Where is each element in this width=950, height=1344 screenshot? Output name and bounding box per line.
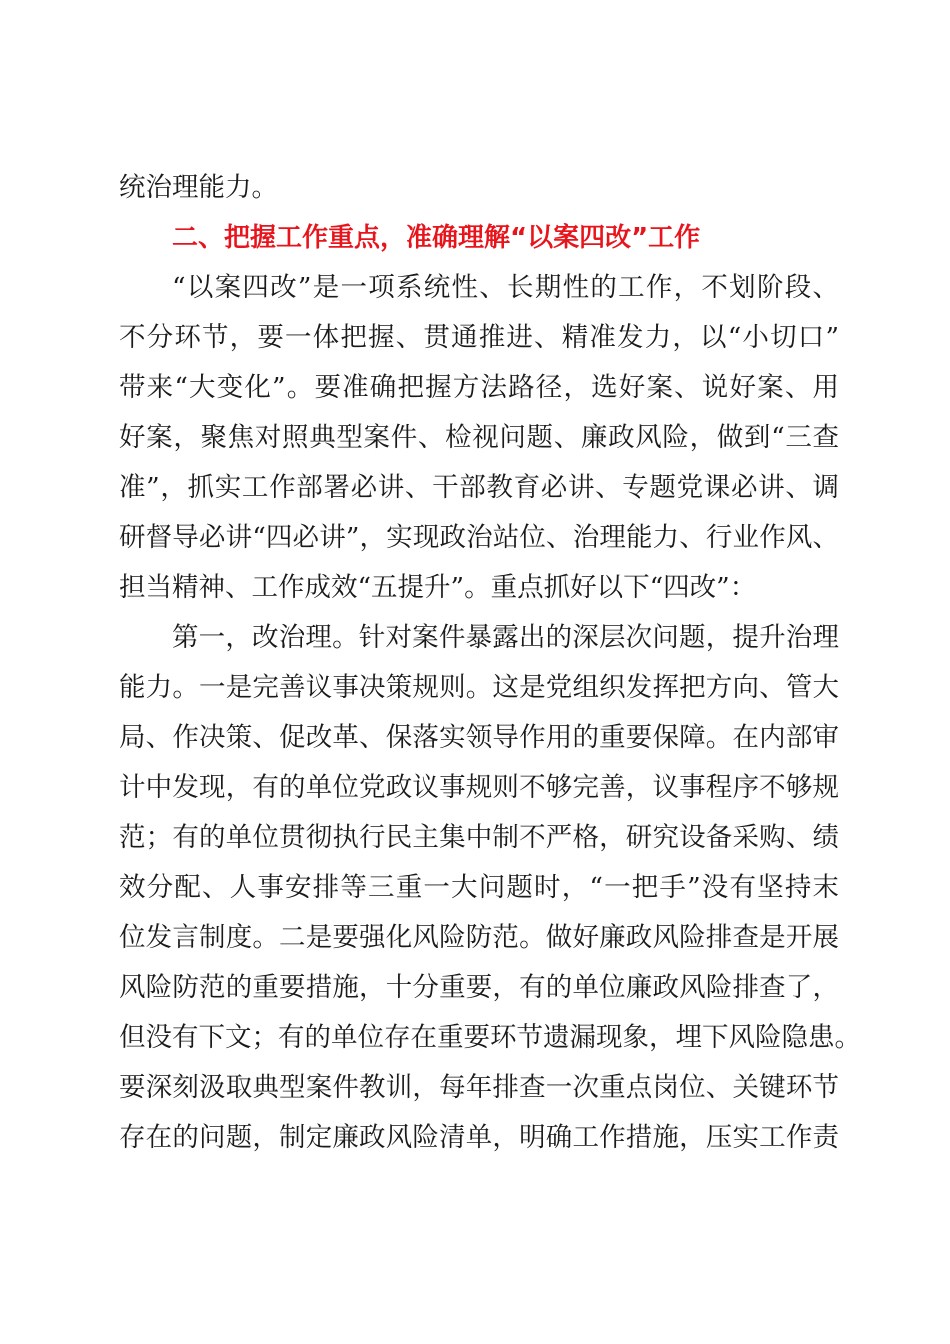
paragraph-line: 好案，聚焦对照典型案件、检视问题、廉政风险，做到“三查 bbox=[119, 422, 839, 453]
paragraph-line: 位发言制度。二是要强化风险防范。做好廉政风险排查是开展 bbox=[119, 922, 839, 953]
paragraph-line: 效分配、人事安排等三重一大问题时，“一把手”没有坚持末 bbox=[119, 872, 839, 903]
paragraph-line: 但没有下文；有的单位存在重要环节遗漏现象，埋下风险隐患。 bbox=[119, 1022, 861, 1053]
section-heading: 二、把握工作重点，准确理解“以案四改”工作 bbox=[172, 223, 701, 253]
paragraph-line: 不分环节，要一体把握、贯通推进、精准发力，以“小切口” bbox=[119, 322, 839, 353]
paragraph-line: 研督导必讲“四必讲”，实现政治站位、治理能力、行业作风、 bbox=[119, 522, 839, 553]
paragraph-line: 担当精神、工作成效“五提升”。重点抓好以下“四改”： bbox=[119, 572, 757, 603]
paragraph-line: 要深刻汲取典型案件教训，每年排查一次重点岗位、关键环节 bbox=[119, 1072, 839, 1103]
paragraph-line: 计中发现，有的单位党政议事规则不够完善，议事程序不够规 bbox=[119, 772, 839, 803]
paragraph-line: 第一，改治理。针对案件暴露出的深层次问题，提升治理 bbox=[172, 622, 839, 653]
paragraph-line: 存在的问题，制定廉政风险清单，明确工作措施，压实工作责 bbox=[119, 1122, 839, 1153]
paragraph-line: 准”，抓实工作部署必讲、干部教育必讲、专题党课必讲、调 bbox=[119, 472, 839, 503]
paragraph-line: 局、作决策、促改革、保落实领导作用的重要保障。在内部审 bbox=[119, 722, 839, 753]
paragraph-line: 能力。一是完善议事决策规则。这是党组织发挥把方向、管大 bbox=[119, 672, 839, 703]
paragraph-line: 风险防范的重要措施，十分重要，有的单位廉政风险排查了， bbox=[119, 972, 839, 1003]
paragraph-line: 范；有的单位贯彻执行民主集中制不严格，研究设备采购、绩 bbox=[119, 822, 839, 853]
paragraph-line: 带来“大变化”。要准确把握方法路径，选好案、说好案、用 bbox=[119, 372, 839, 403]
continuation-line: 统治理能力。 bbox=[119, 172, 278, 203]
paragraph-line: “以案四改”是一项系统性、长期性的工作，不划阶段、 bbox=[172, 272, 839, 303]
